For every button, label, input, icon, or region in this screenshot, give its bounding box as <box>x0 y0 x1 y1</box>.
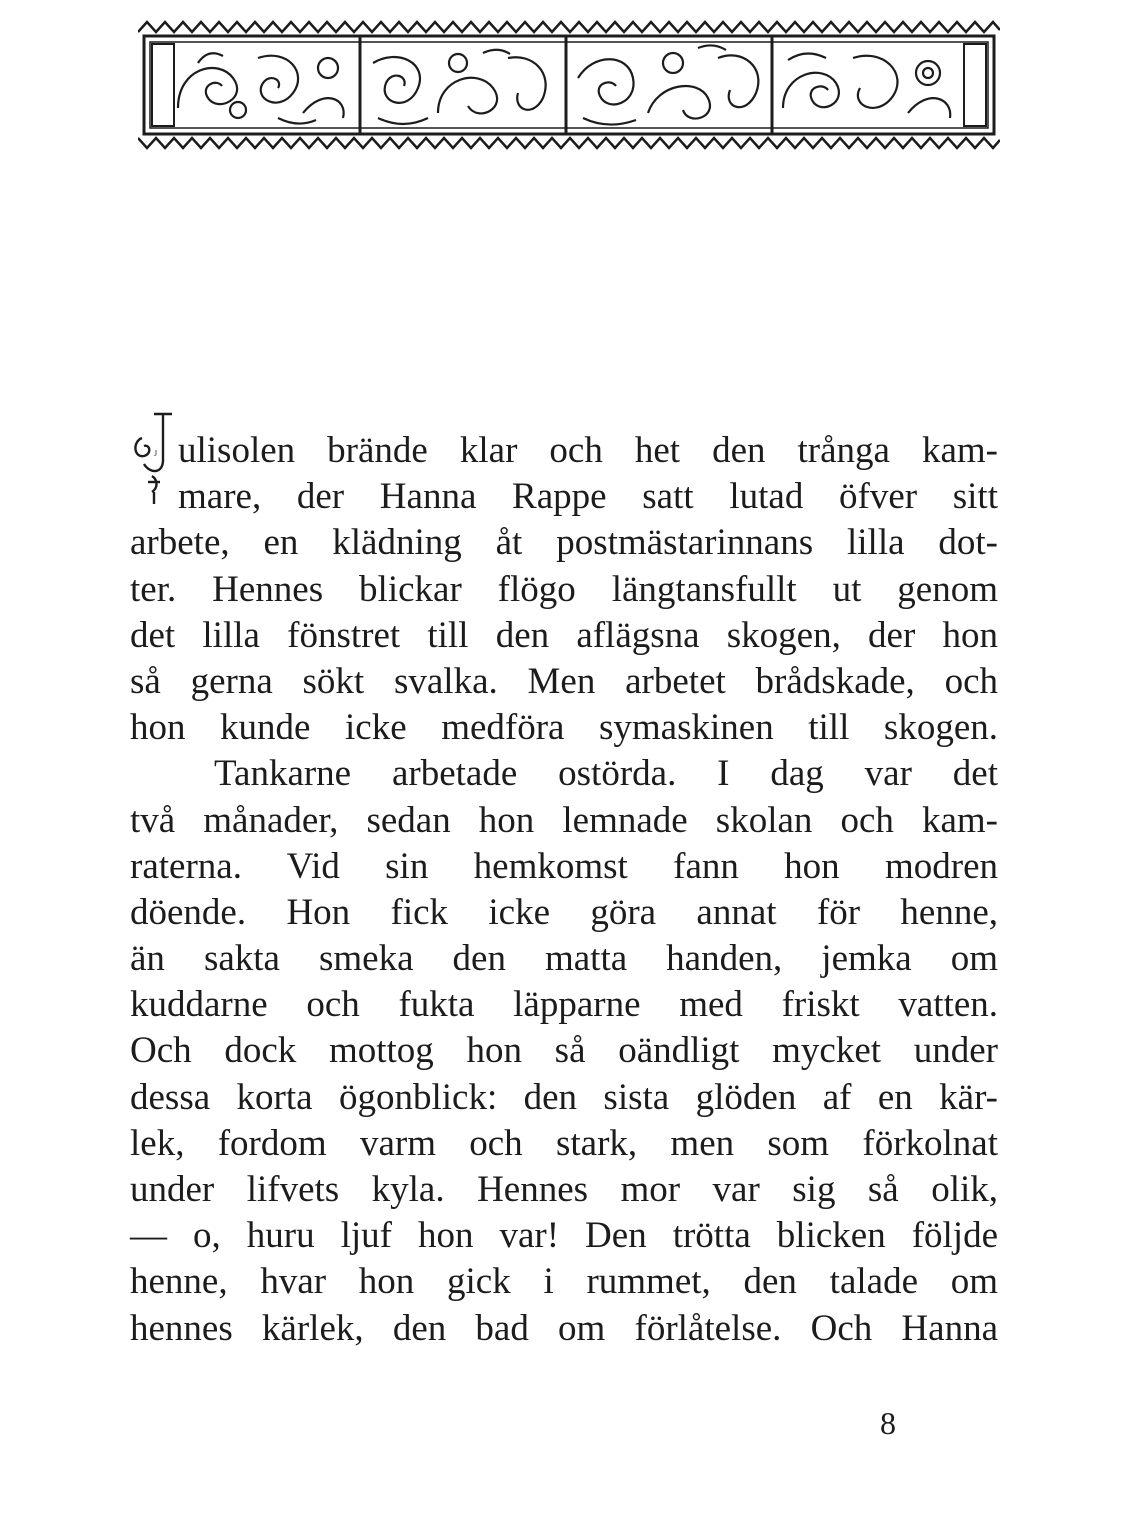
text-line: kuddarne och fukta läpparne med friskt vatten. <box>130 984 998 1026</box>
text-line: döende. Hon fick icke göra annat för henne, <box>130 891 998 933</box>
text-line: Och dock mottog hon så oändligt mycket under <box>130 1030 998 1072</box>
text-line: ulisolen brände klar och het den trånga kam- <box>178 430 998 471</box>
text-line: det lilla fönstret till den aflägsna skogen, der hon <box>130 614 998 656</box>
text-line: Tankarne arbetade ostörda. I dag var det <box>214 753 998 795</box>
text-line: mare, der Hanna Rappe satt lutad öfver sitt <box>178 476 998 518</box>
text-line: hon kunde icke medföra symaskinen till skogen. <box>130 707 998 749</box>
text-line: henne, hvar hon gick i rummet, den talade om <box>130 1261 998 1303</box>
text-line: ter. Hennes blickar flögo längtansfullt ut genom <box>130 568 998 610</box>
text-line: under lifvets kyla. Hennes mor var sig så olik, <box>130 1169 998 1210</box>
body-text <box>130 428 998 1352</box>
ornament-icon <box>138 18 1000 154</box>
text-line: arbete, en klädning åt postmästarinnans lilla dot- <box>130 522 998 564</box>
svg-text:J: J <box>154 449 158 458</box>
text-line: än sakta smeka den matta handen, jemka om <box>130 938 998 980</box>
text-line: så gerna sökt svalka. Men arbetet brådskade, och <box>130 660 998 702</box>
text-line: raterna. Vid sin hemkomst fann hon modren <box>130 845 998 887</box>
text-line: dessa korta ögonblick: den sista glöden af en kär- <box>130 1076 998 1118</box>
text-line: lek, fordom varm och stark, men som förkolnat <box>130 1122 998 1164</box>
text-line: två månader, sedan hon lemnade skolan och kam- <box>130 799 998 841</box>
page-number: 8 <box>880 1405 896 1441</box>
text-line: hennes kärlek, den bad om förlåtelse. Och Hanna <box>130 1307 998 1349</box>
text-line: — o, huru ljuf hon var! Den trötta blicken följde <box>130 1215 998 1257</box>
ornamental-header-band <box>138 18 1000 154</box>
